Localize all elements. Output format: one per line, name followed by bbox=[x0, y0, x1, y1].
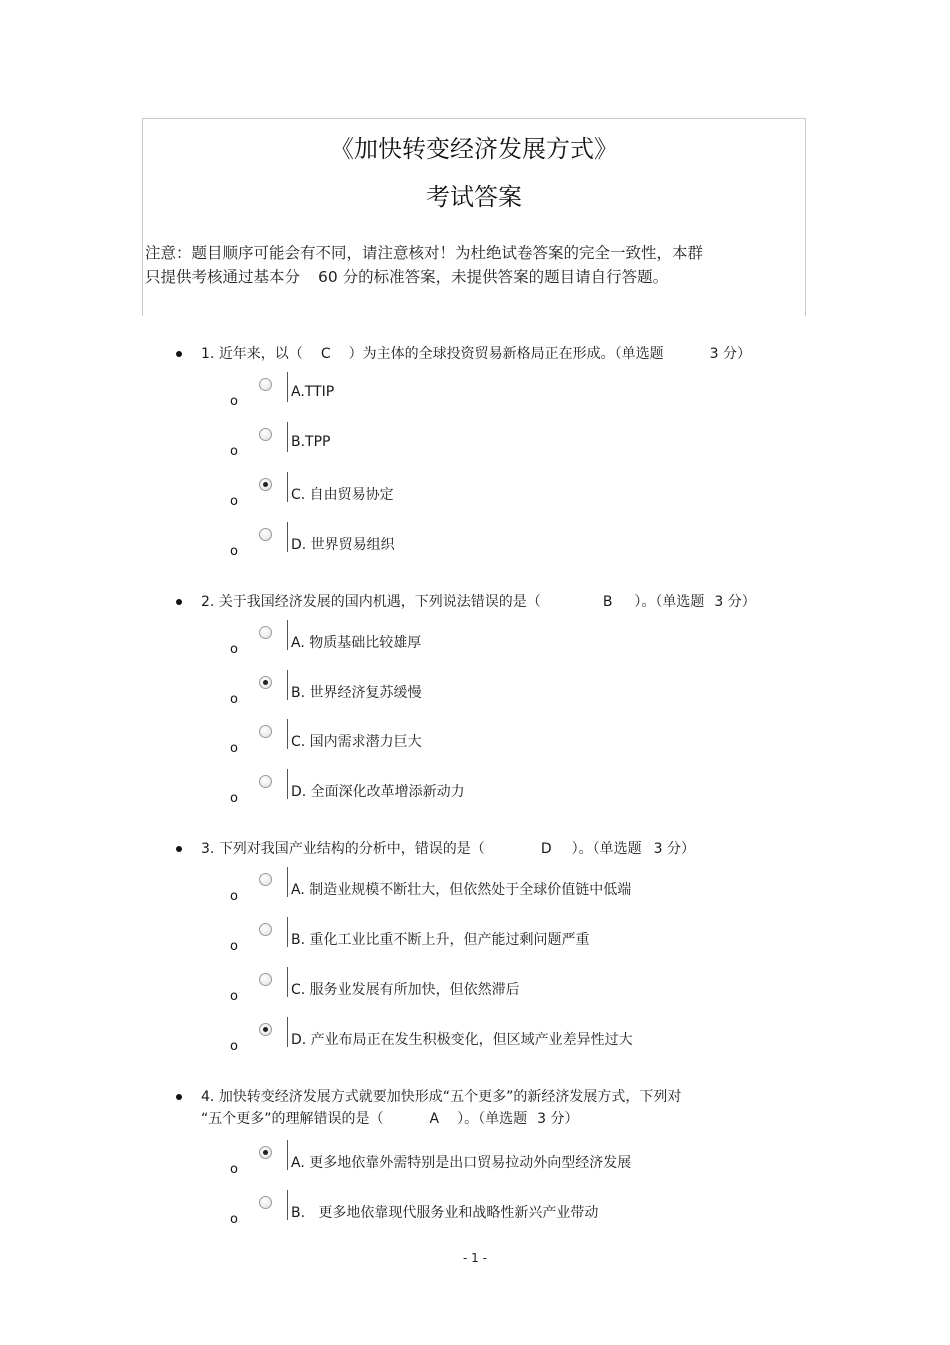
option-divider bbox=[287, 372, 288, 402]
option-label: C. 自由贸易协定 bbox=[291, 487, 394, 503]
option-divider bbox=[287, 967, 288, 997]
option-label: A. 制造业规模不断壮大，但依然处于全球价值链中低端 bbox=[291, 882, 632, 898]
option-divider bbox=[287, 620, 288, 650]
option-divider bbox=[287, 1017, 288, 1047]
option-label: A. 更多地依靠外需特别是出口贸易拉动外向型经济发展 bbox=[291, 1155, 632, 1171]
radio-button-checked[interactable] bbox=[259, 478, 272, 491]
document-title: 《加快转变经济发展方式》 bbox=[330, 135, 618, 163]
bullet-icon bbox=[176, 1094, 182, 1100]
option-divider bbox=[287, 917, 288, 947]
list-marker: o bbox=[230, 989, 238, 1004]
option-label: B. 世界经济复苏缓慢 bbox=[291, 685, 422, 701]
radio-button[interactable] bbox=[259, 725, 272, 738]
notice-line-2a: 只提供考核通过基本分 bbox=[145, 268, 301, 286]
question-text: 1. 近年来，以（ C ）为主体的全球投资贸易新格局正在形成。（单选题 3 分） bbox=[201, 343, 751, 365]
option-label: D. 产业布局正在发生积极变化，但区域产业差异性过大 bbox=[291, 1032, 633, 1048]
list-marker: o bbox=[230, 939, 238, 954]
list-marker: o bbox=[230, 1039, 238, 1054]
question-text-line-2: “五个更多”的理解错误的是（ A ）。（单选题 3 分） bbox=[201, 1108, 578, 1130]
radio-button[interactable] bbox=[259, 973, 272, 986]
option-label: B.TPP bbox=[291, 434, 331, 450]
question-text-line-1: 4. 加快转变经济发展方式就要加快形成“五个更多”的新经济发展方式，下列对 bbox=[201, 1089, 682, 1105]
list-marker: o bbox=[230, 642, 238, 657]
option-label: A.TTIP bbox=[291, 384, 335, 400]
option-divider bbox=[287, 472, 288, 502]
bullet-icon bbox=[176, 846, 182, 852]
list-marker: o bbox=[230, 394, 238, 409]
option-label: C. 国内需求潜力巨大 bbox=[291, 734, 422, 750]
answer-letter: B bbox=[602, 594, 613, 610]
list-marker: o bbox=[230, 494, 238, 509]
list-marker: o bbox=[230, 1162, 238, 1177]
radio-button[interactable] bbox=[259, 775, 272, 788]
option-row bbox=[0, 1023, 950, 1063]
option-label: D. 全面深化改革增添新动力 bbox=[291, 784, 465, 800]
option-label: D. 世界贸易组织 bbox=[291, 537, 395, 553]
notice-line-2 bbox=[145, 265, 785, 289]
option-divider bbox=[287, 867, 288, 897]
option-divider bbox=[287, 719, 288, 749]
option-label: B. 重化工业比重不断上升，但产能过剩问题严重 bbox=[291, 932, 590, 948]
option-row bbox=[0, 428, 950, 468]
option-divider bbox=[287, 1190, 288, 1220]
option-row bbox=[0, 676, 950, 716]
option-row bbox=[0, 973, 950, 1013]
question-text: 3. 下列对我国产业结构的分析中，错误的是（ D ）。（单选题 3 分） bbox=[201, 838, 695, 860]
notice-line-1: 注意：题目顺序可能会有不同，请注意核对！为杜绝试卷答案的完全一致性，本群 bbox=[145, 244, 704, 262]
option-label: C. 服务业发展有所加快，但依然滞后 bbox=[291, 982, 520, 998]
radio-button[interactable] bbox=[259, 428, 272, 441]
notice-line-2b: 60 分的标准答案，未提供答案的题目请自行答题。 bbox=[318, 268, 669, 286]
radio-button[interactable] bbox=[259, 528, 272, 541]
radio-button[interactable] bbox=[259, 626, 272, 639]
list-marker: o bbox=[230, 692, 238, 707]
option-row bbox=[0, 626, 950, 666]
answer-letter: A bbox=[429, 1111, 440, 1127]
bullet-icon bbox=[176, 599, 182, 605]
radio-button-checked[interactable] bbox=[259, 1146, 272, 1159]
option-row bbox=[0, 775, 950, 815]
option-divider bbox=[287, 1140, 288, 1170]
option-row bbox=[0, 478, 950, 518]
answer-letter: D bbox=[540, 841, 552, 857]
document-subtitle: 考试答案 bbox=[426, 183, 522, 211]
option-row bbox=[0, 1146, 950, 1186]
page-number: - 1 - bbox=[463, 1251, 487, 1265]
option-label: A. 物质基础比较雄厚 bbox=[291, 635, 422, 651]
option-row bbox=[0, 923, 950, 963]
notice-text bbox=[145, 241, 785, 289]
bullet-icon bbox=[176, 351, 182, 357]
option-divider bbox=[287, 769, 288, 799]
option-row bbox=[0, 528, 950, 568]
radio-button[interactable] bbox=[259, 923, 272, 936]
option-row bbox=[0, 873, 950, 913]
list-marker: o bbox=[230, 444, 238, 459]
option-row bbox=[0, 725, 950, 765]
radio-button[interactable] bbox=[259, 378, 272, 391]
radio-button[interactable] bbox=[259, 1196, 272, 1209]
option-row bbox=[0, 378, 950, 418]
list-marker: o bbox=[230, 791, 238, 806]
radio-button-checked[interactable] bbox=[259, 676, 272, 689]
option-label: B. 更多地依靠现代服务业和战略性新兴产业带动 bbox=[291, 1205, 599, 1221]
option-divider bbox=[287, 670, 288, 700]
option-divider bbox=[287, 422, 288, 452]
list-marker: o bbox=[230, 741, 238, 756]
list-marker: o bbox=[230, 889, 238, 904]
radio-button[interactable] bbox=[259, 873, 272, 886]
question-text: 2. 关于我国经济发展的国内机遇，下列说法错误的是（ B ）。（单选题 3 分） bbox=[201, 591, 756, 613]
answer-letter: C bbox=[320, 346, 331, 362]
option-divider bbox=[287, 522, 288, 552]
list-marker: o bbox=[230, 544, 238, 559]
list-marker: o bbox=[230, 1212, 238, 1227]
header-box bbox=[142, 118, 806, 316]
radio-button-checked[interactable] bbox=[259, 1023, 272, 1036]
option-row bbox=[0, 1196, 950, 1236]
